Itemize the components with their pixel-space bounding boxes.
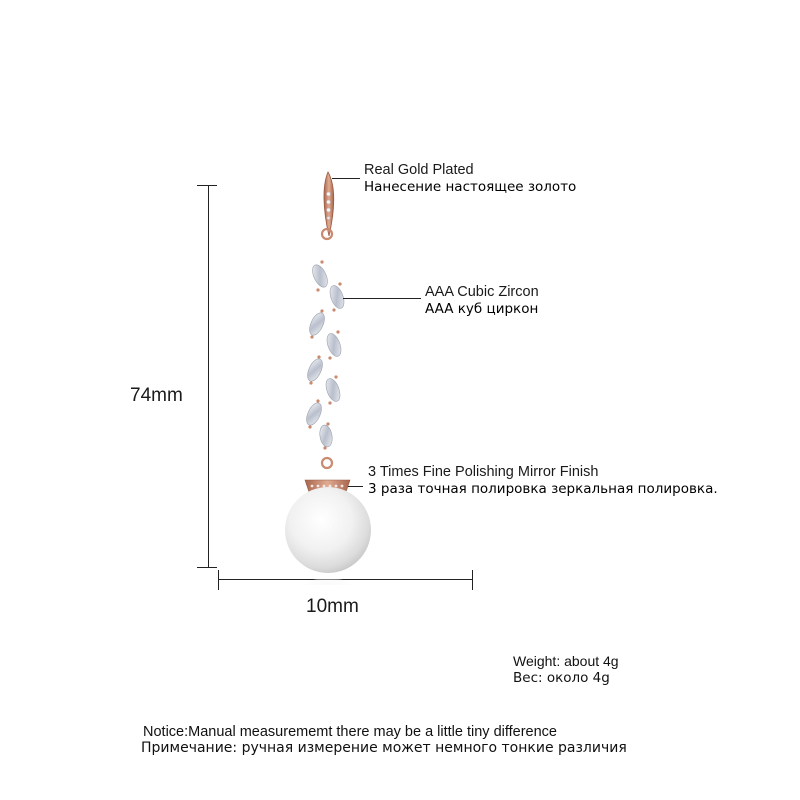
weight-en: Weight: about 4g <box>513 653 619 669</box>
weight-ru: Вес: около 4g <box>513 670 610 686</box>
cap-label-en: 3 Times Fine Polishing Mirror Finish <box>368 464 599 480</box>
zircon-leaves <box>303 263 346 448</box>
hook-label-ru: Нанесение настоящее золото <box>364 179 577 195</box>
height-dimension-bottom-tick <box>197 567 217 568</box>
cap-leader-line <box>348 486 363 487</box>
width-dimension-label: 10mm <box>306 596 359 617</box>
stones-label-ru: AAA куб циркон <box>425 301 539 317</box>
height-dimension-line <box>208 185 209 568</box>
hook-label-en: Real Gold Plated <box>364 162 474 178</box>
height-dimension-label: 74mm <box>130 385 183 406</box>
stones-leader-line <box>343 298 421 299</box>
width-dimension-right-tick <box>472 570 473 590</box>
pearl <box>285 487 371 573</box>
width-dimension-left-tick <box>218 570 219 590</box>
hook-leader-line <box>332 178 360 179</box>
hook <box>324 172 334 236</box>
earring-illustration <box>270 165 390 585</box>
notice-en: Notice:Manual measurememt there may be a little tiny difference <box>143 724 557 740</box>
cap-label-ru: 3 раза точная полировка зеркальная полировка. <box>368 481 718 497</box>
stones-label-en: AAA Cubic Zircon <box>425 284 539 300</box>
notice-ru: Примечание: ручная измерение может немного тонкие различия <box>141 740 627 756</box>
height-dimension-top-tick <box>197 185 217 186</box>
